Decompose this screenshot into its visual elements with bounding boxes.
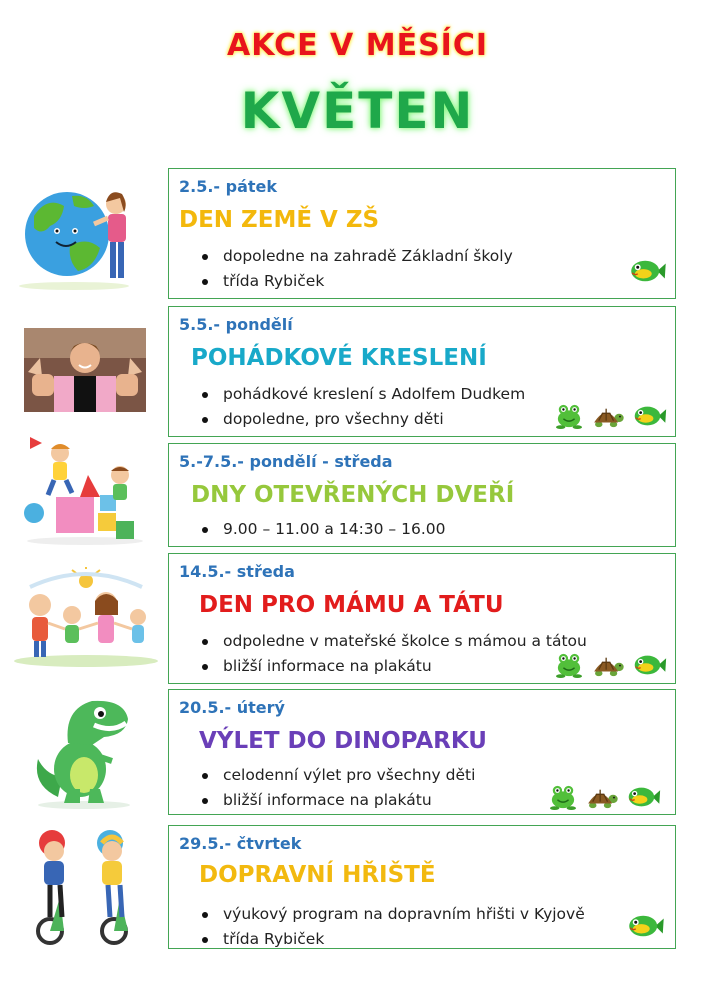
event-date: 5.-7.5.- pondělí - středa xyxy=(179,452,393,471)
event-box xyxy=(168,689,676,815)
fish-icon xyxy=(633,652,667,678)
event-box xyxy=(168,306,676,437)
header-subtitle: AKCE V MĚSÍCI xyxy=(226,28,489,63)
event-title: POHÁDKOVÉ KRESLENÍ xyxy=(191,345,487,371)
kids-blocks-illustration xyxy=(20,435,150,549)
event-date: 20.5.- úterý xyxy=(179,698,285,717)
event-detail: celodenní výlet pro všechny děti xyxy=(199,763,475,788)
kids-bikes-illustration xyxy=(30,827,148,953)
event-detail: pohádkové kreslení s Adolfem Dudkem xyxy=(199,382,525,407)
fish-icon xyxy=(629,257,667,285)
event-detail: bližší informace na plakátu xyxy=(199,788,475,813)
event-date: 29.5.- čtvrtek xyxy=(179,834,302,853)
event-details xyxy=(199,629,587,679)
earth-girl-illustration xyxy=(12,176,147,295)
turtle-icon xyxy=(591,405,625,429)
event-details xyxy=(199,763,475,813)
event-details xyxy=(199,244,513,294)
event-detail: odpoledne v mateřské školce s mámou a tátou xyxy=(199,629,587,654)
event-title: DOPRAVNÍ HŘIŠTĚ xyxy=(199,862,436,888)
event-title: DEN ZEMĚ V ZŠ xyxy=(179,207,380,233)
event-title: DEN PRO MÁMU A TÁTU xyxy=(199,592,504,618)
event-date: 14.5.- středa xyxy=(179,562,295,581)
fish-icon xyxy=(627,912,665,940)
family-illustration xyxy=(10,567,162,671)
event-date: 5.5.- pondělí xyxy=(179,315,293,334)
event-detail: bližší informace na plakátu xyxy=(199,654,587,679)
frog-icon xyxy=(555,403,583,429)
event-icons xyxy=(549,784,661,810)
event-box xyxy=(168,825,676,949)
event-icons xyxy=(629,257,667,285)
header-month: KVĚTEN xyxy=(240,82,475,140)
event-detail: třída Rybiček xyxy=(199,269,513,294)
dinosaur-illustration xyxy=(28,689,140,813)
event-box xyxy=(168,443,676,547)
event-title: VÝLET DO DINOPARKU xyxy=(199,728,487,754)
event-detail: třída Rybiček xyxy=(199,927,585,952)
turtle-icon xyxy=(585,786,619,810)
event-details xyxy=(199,902,585,952)
event-title: DNY OTEVŘENÝCH DVEŘÍ xyxy=(191,482,515,508)
fish-icon xyxy=(627,784,661,810)
event-details xyxy=(199,517,446,542)
event-detail: výukový program na dopravním hřišti v Kyjově xyxy=(199,902,585,927)
turtle-icon xyxy=(591,654,625,678)
event-detail: dopoledne na zahradě Základní školy xyxy=(199,244,513,269)
illustrator-photo xyxy=(24,328,146,416)
frog-icon xyxy=(549,784,577,810)
fish-icon xyxy=(633,403,667,429)
event-detail: 9.00 – 11.00 a 14:30 – 16.00 xyxy=(199,517,446,542)
event-date: 2.5.- pátek xyxy=(179,177,278,196)
event-box xyxy=(168,553,676,684)
frog-icon xyxy=(555,652,583,678)
event-detail: dopoledne, pro všechny děti xyxy=(199,407,525,432)
event-icons xyxy=(555,403,667,429)
event-box xyxy=(168,168,676,299)
event-icons xyxy=(555,652,667,678)
event-icons xyxy=(627,912,665,940)
event-details xyxy=(199,382,525,432)
